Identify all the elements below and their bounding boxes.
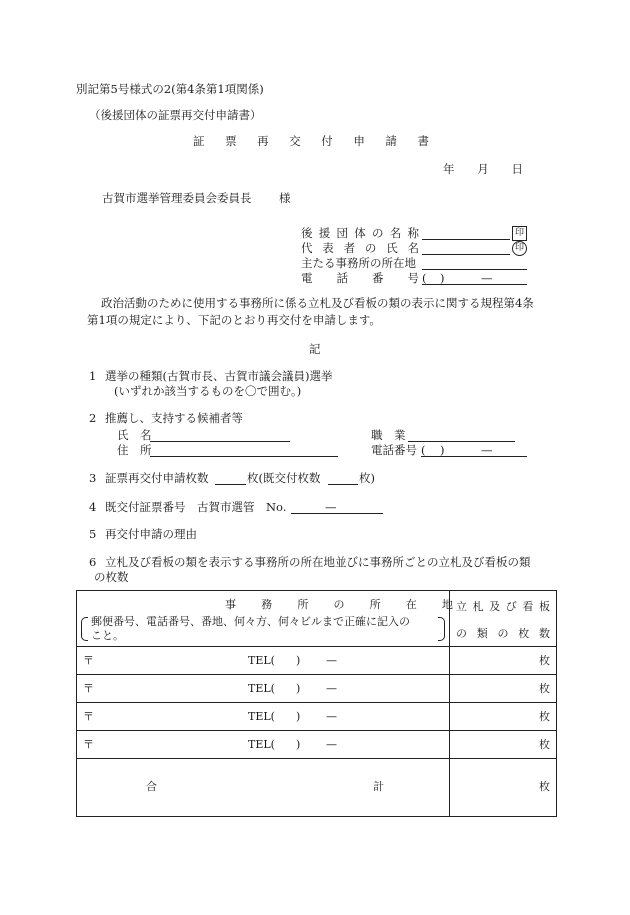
tel-close: ) xyxy=(296,710,301,723)
postal-mark: 〒 xyxy=(83,682,94,695)
sign-count-cell[interactable] xyxy=(450,675,557,703)
document-title xyxy=(193,136,429,148)
issued-number-dash: — xyxy=(325,500,337,514)
title-char: 証 xyxy=(193,134,205,148)
seal-square-icon: 印 xyxy=(512,226,527,241)
group-name-field[interactable] xyxy=(422,239,510,240)
date-line[interactable] xyxy=(443,164,523,176)
election-type[interactable]: 選挙の種類(古賀市長、古賀市議会議員)選挙 xyxy=(105,369,333,383)
office-location-title-char: 所 xyxy=(369,598,381,611)
sign-count-header-char: 札 xyxy=(472,600,484,613)
election-type-note: (いずれか該当するものを〇で囲む。) xyxy=(114,384,302,398)
title-char: 票 xyxy=(225,134,237,148)
tel-label: TEL( xyxy=(248,710,275,723)
postal-mark: 〒 xyxy=(83,710,94,723)
tel-label: TEL( xyxy=(248,682,275,695)
sign-count-unit: 枚 xyxy=(539,682,550,695)
sign-count-header-line-2 xyxy=(456,628,550,639)
sign-count-header-char: 看 xyxy=(522,600,534,613)
sign-count-header-char: 立 xyxy=(456,600,467,613)
date-char: 日 xyxy=(511,162,523,176)
addressee-name: 古賀市選挙管理委員会委員長 xyxy=(102,191,252,205)
bracket-left-icon xyxy=(81,617,88,641)
representative-label-char: 者 xyxy=(343,241,356,255)
issued-count-label: 枚(既交付枚数 xyxy=(247,471,321,485)
table-header-row xyxy=(77,591,557,647)
tel-label: TEL( xyxy=(248,738,275,751)
sign-count-unit: 枚 xyxy=(539,738,550,751)
body-text-line-2: 第1項の規定により、下記のとおり再交付を申請します。 xyxy=(87,313,381,327)
ki-heading: 記 xyxy=(309,342,321,356)
table-row xyxy=(77,703,557,731)
date-char: 年 xyxy=(443,162,455,176)
candidate-phone-dash: — xyxy=(481,443,493,457)
office-location-title-char: の xyxy=(333,598,345,611)
item-6-heading-line-1: 立札及び看板の類を表示する事務所の所在地並びに事務所ごとの立札及び看板の類 xyxy=(105,555,531,569)
applicant-phone-label-char: 番 xyxy=(372,271,384,285)
office-location-title-char: 所 xyxy=(297,598,309,611)
reissue-reason-label: 再交付申請の理由 xyxy=(105,527,197,541)
form-subtitle: （後援団体の証票再交付申請書） xyxy=(89,108,262,122)
office-address-cell[interactable] xyxy=(77,731,450,759)
candidate-phone-label: 電話番号 xyxy=(371,443,417,457)
item-6-number: 6 xyxy=(89,555,97,569)
title-char: 付 xyxy=(321,134,333,148)
total-count-unit: 枚 xyxy=(539,780,550,793)
sign-count-unit: 枚 xyxy=(539,710,550,723)
total-label-a: 合 xyxy=(146,780,157,793)
applicant-phone-label-char: 号 xyxy=(407,271,419,285)
candidate-name-field[interactable] xyxy=(150,441,290,442)
title-char: 再 xyxy=(257,134,269,148)
tel-dash: — xyxy=(326,710,337,723)
representative-label-char: の xyxy=(364,241,377,255)
applicant-phone-field[interactable] xyxy=(422,284,527,285)
applicant-phone-label xyxy=(301,273,419,285)
group-name-label-char: 後 xyxy=(301,226,313,240)
item-2-number: 2 xyxy=(89,411,97,425)
office-address-cell[interactable] xyxy=(77,647,450,675)
table-row xyxy=(77,731,557,759)
issued-count-unit: 枚) xyxy=(359,471,375,485)
reissue-count-field[interactable] xyxy=(215,484,246,485)
postal-mark: 〒 xyxy=(83,738,94,751)
item-5-number: 5 xyxy=(89,527,97,541)
item-1-number: 1 xyxy=(89,369,97,383)
office-table xyxy=(76,590,557,817)
sign-count-header-char: び xyxy=(505,600,517,613)
group-name-label-char: の xyxy=(372,226,384,240)
office-location-note xyxy=(81,615,445,643)
total-label-b: 計 xyxy=(373,780,384,793)
body-text-line-1: 政治活動のために使用する事務所に係る立札及び看板の類の表示に関する規程第4条 xyxy=(101,296,534,310)
sign-count-header-char: の xyxy=(497,627,509,640)
table-row xyxy=(77,675,557,703)
sign-count-header-line-1 xyxy=(456,601,550,612)
applicant-phone-label-char: 電 xyxy=(301,271,313,285)
candidate-name-label: 氏 名 xyxy=(117,428,152,442)
candidate-address-label: 住 所 xyxy=(117,443,152,457)
sign-count-header-char: 数 xyxy=(539,627,550,640)
sign-count-cell[interactable] xyxy=(450,703,557,731)
tel-close: ) xyxy=(296,682,301,695)
item-4-number: 4 xyxy=(89,500,97,514)
title-char: 交 xyxy=(289,134,301,148)
group-name-label-char: 称 xyxy=(407,226,419,240)
sign-count-cell[interactable] xyxy=(450,647,557,675)
tel-close: ) xyxy=(296,738,301,751)
applicant-phone-label-char: 話 xyxy=(336,271,348,285)
representative-label-char: 表 xyxy=(322,241,334,255)
office-location-title xyxy=(225,599,453,610)
office-address-field[interactable] xyxy=(422,269,527,270)
group-name-label xyxy=(301,228,419,240)
tel-close: ) xyxy=(296,654,301,667)
title-char: 申 xyxy=(353,134,365,148)
tel-label: TEL( xyxy=(248,654,275,667)
office-address-cell[interactable] xyxy=(77,703,450,731)
sign-count-header-char: 枚 xyxy=(518,627,530,640)
item-6-heading-line-2: の枚数 xyxy=(94,570,129,584)
reissue-count-label: 証票再交付申請枚数 xyxy=(105,471,209,485)
issued-number-field[interactable] xyxy=(291,513,383,514)
addressee-honorific: 様 xyxy=(279,191,291,205)
item-2-heading: 推薦し、支持する候補者等 xyxy=(105,411,243,425)
office-location-title-char: 地 xyxy=(441,598,453,611)
issued-count-field[interactable] xyxy=(328,484,358,485)
sign-count-unit: 枚 xyxy=(539,654,550,667)
office-address-cell[interactable] xyxy=(77,675,450,703)
group-name-label-char: 援 xyxy=(318,226,331,240)
office-location-note-2: こと。 xyxy=(91,629,124,642)
title-char: 書 xyxy=(417,134,429,148)
sign-count-header-char: の xyxy=(456,627,467,640)
tel-dash: — xyxy=(326,654,337,667)
office-location-title-char: 事 xyxy=(225,598,236,611)
issued-number-label: 既交付証票番号 古賀市選管 No. xyxy=(105,500,287,514)
tel-dash: — xyxy=(326,682,337,695)
office-location-note-1: 郵便番号、電話番号、番地、何々方、何々ビルまで正確に記入の xyxy=(91,615,410,628)
table-row xyxy=(77,647,557,675)
representative-field[interactable] xyxy=(422,254,510,255)
office-location-title-char: 在 xyxy=(405,598,417,611)
item-3-number: 3 xyxy=(89,471,97,485)
office-location-header xyxy=(77,591,453,647)
candidate-address-field[interactable] xyxy=(150,456,338,457)
sign-count-cell[interactable] xyxy=(450,731,557,759)
candidate-occupation-label: 職 業 xyxy=(371,428,406,442)
form-reference: 別記第5号様式の2(第4条第1項関係) xyxy=(76,82,264,96)
tel-dash: — xyxy=(326,738,337,751)
candidate-phone-close: ) xyxy=(440,443,445,457)
total-row xyxy=(77,759,557,817)
postal-mark: 〒 xyxy=(83,654,94,667)
representative-label-char: 代 xyxy=(301,241,313,255)
office-address-label: 主たる事務所の所在地 xyxy=(301,256,416,270)
applicant-phone-dash: — xyxy=(481,271,493,285)
group-name-label-char: 体 xyxy=(354,226,366,240)
office-location-title-char: 務 xyxy=(261,598,273,611)
sign-count-header-char: 類 xyxy=(476,627,488,640)
applicant-phone-close: ) xyxy=(440,271,445,285)
title-char: 請 xyxy=(385,134,397,148)
bracket-right-icon xyxy=(438,617,445,641)
candidate-phone-open: ( xyxy=(421,443,426,457)
date-char: 月 xyxy=(477,162,489,176)
candidate-phone-field[interactable] xyxy=(421,456,527,457)
group-name-label-char: 団 xyxy=(336,226,348,240)
sign-count-header xyxy=(450,591,557,647)
sign-count-header-char: 板 xyxy=(538,600,550,613)
sign-count-header-char: 及 xyxy=(489,600,501,613)
representative-label-char: 氏 xyxy=(386,241,398,255)
seal-circle-icon: 印 xyxy=(512,241,527,256)
total-label-cell xyxy=(77,759,450,817)
applicant-phone-open: ( xyxy=(422,271,427,285)
candidate-occupation-field[interactable] xyxy=(408,441,515,442)
total-count-cell[interactable] xyxy=(450,759,557,817)
group-name-label-char: 名 xyxy=(389,226,402,240)
representative-label-char: 名 xyxy=(407,241,419,255)
representative-label xyxy=(301,243,419,255)
